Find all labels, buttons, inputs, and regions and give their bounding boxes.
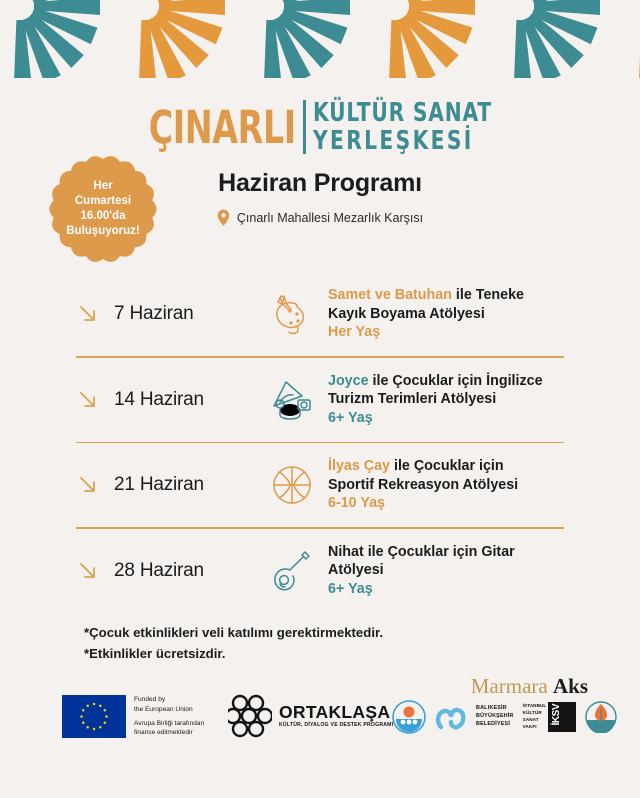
event-text-cell	[328, 457, 564, 513]
marmara-aks-logo	[471, 674, 588, 699]
event-row	[76, 358, 564, 442]
balikesir-municipality-text	[476, 705, 514, 728]
poster-footer	[0, 672, 640, 798]
event-age-label: 6+ Yaş	[328, 409, 373, 426]
event-title-line-2: Kayık Boyama Atölyesi	[328, 305, 485, 322]
eu-line-1: Funded by	[134, 696, 166, 704]
brand-subtitle-line2: YERLEŞKESİ	[313, 126, 474, 156]
eu-flag-icon	[62, 695, 126, 738]
event-text-cell	[328, 286, 564, 342]
basketball-icon	[264, 457, 320, 513]
event-date-cell	[76, 302, 256, 326]
balikesir-line-2: BÜYÜKŞEHİR	[476, 713, 514, 720]
event-row	[76, 529, 564, 613]
ortaklasa-subtitle: KÜLTÜR, DİYALOG VE DESTEK PROGRAMI	[279, 722, 394, 729]
event-title-line-2: Sportif Rekreasyon Atölyesi	[328, 476, 519, 493]
iksv-line-3: SANAT	[522, 717, 539, 722]
partner-logo-row	[392, 700, 617, 734]
balikesir-line-3: BELEDİYESİ	[476, 720, 511, 727]
eu-funding-logo-group	[62, 695, 204, 738]
arrow-down-right-icon	[76, 302, 100, 326]
footnote-2: *Etkinlikler ücretsizdir.	[84, 646, 226, 661]
marmara-word: Marmara	[470, 674, 548, 698]
iksv-mark-text: İKSV	[551, 704, 563, 726]
badge-text-group	[44, 150, 162, 268]
event-text-cell	[328, 372, 564, 428]
event-date-cell	[76, 559, 256, 583]
iksv-line-1: İSTANBUL	[522, 703, 547, 709]
iksv-foundation-text	[523, 703, 547, 731]
arrow-down-right-icon	[76, 388, 100, 412]
balikesir-heart-partner	[435, 701, 467, 733]
badge-line-2: Cumartesi	[74, 194, 132, 207]
event-age-label: Her Yaş	[328, 324, 381, 341]
event-date-label: 21 Haziran	[114, 474, 204, 495]
iksv-logo-icon	[548, 702, 576, 732]
event-text-cell	[328, 543, 564, 599]
ortaklasa-name: ORTAKLAŞA	[279, 701, 391, 722]
eu-line-3: Avrupa Birliği tarafından	[134, 719, 205, 727]
page-title: Haziran Programı	[218, 169, 422, 197]
event-title-line-1	[328, 372, 564, 391]
balikesir-text-partner	[476, 705, 514, 728]
brand-divider	[303, 100, 306, 154]
brand-subtitle-line1: KÜLTÜR SANAT	[313, 98, 493, 128]
leaf-emblem-partner	[585, 701, 617, 733]
event-row	[76, 272, 564, 356]
event-age-label: 6-10 Yaş	[328, 495, 385, 512]
event-date-label: 14 Haziran	[114, 388, 204, 410]
brand-subtitle-group	[313, 100, 542, 154]
leaf-emblem-icon	[585, 701, 617, 733]
ortaklasa-logo-group	[228, 694, 393, 738]
event-date-cell	[76, 473, 256, 497]
eu-funding-text	[134, 695, 204, 737]
event-title-line-2: Atölyesi	[328, 562, 384, 579]
event-icon-cell	[256, 286, 328, 342]
balikesir-line-1: BALIKESİR	[476, 705, 507, 712]
event-icon-cell	[256, 372, 328, 428]
event-schedule-list	[76, 272, 564, 613]
brand-lockup	[0, 96, 640, 158]
balikesir-heart-icon	[435, 701, 467, 733]
event-title-line-2: Turizm Terimleri Atölyesi	[328, 391, 497, 408]
event-title-rest: ile Çocuklar için İngilizce	[368, 372, 543, 389]
balikesir-emblem-icon	[392, 700, 426, 734]
event-age-label: 6+ Yaş	[328, 580, 373, 597]
location-text: Çınarlı Mahallesi Mezarlık Karşısı	[236, 210, 424, 225]
weekly-meeting-badge	[44, 150, 162, 268]
event-title-rest: Nihat ile Çocuklar için Gitar	[328, 543, 515, 560]
eu-line-4: finanse edilmektedir	[134, 729, 193, 737]
balikesir-emblem-partner	[392, 700, 426, 734]
arrow-down-right-icon	[76, 559, 100, 583]
english-tourism-icon	[264, 372, 320, 428]
brand-name-cinarli: ÇINARLI	[149, 100, 297, 154]
event-title-rest: ile Çocuklar için	[390, 458, 504, 475]
decorative-top-border	[0, 0, 640, 78]
event-title-rest: ile Teneke	[451, 287, 525, 304]
guitar-icon	[264, 543, 320, 599]
iksv-partner	[523, 702, 577, 732]
event-title-line-1	[328, 286, 564, 305]
iksv-line-4: VAKFI	[522, 723, 537, 729]
event-title-line-1	[328, 457, 564, 476]
event-instructor: Samet ve Batuhan	[328, 287, 452, 304]
map-pin-icon	[217, 209, 230, 226]
event-icon-cell	[256, 543, 328, 599]
paint-palette-icon	[264, 286, 320, 342]
event-instructor: İlyas Çay	[328, 458, 390, 475]
badge-line-3: 16.00'da	[80, 210, 126, 222]
footnotes	[84, 625, 383, 667]
eu-line-2: the European Union	[134, 705, 193, 713]
event-icon-cell	[256, 457, 328, 513]
sunburst-pattern-icon	[0, 0, 640, 78]
ortaklasa-wordmark	[279, 701, 394, 729]
ortaklasa-circles-icon	[228, 694, 272, 738]
event-date-cell	[76, 388, 256, 412]
badge-line-1: Her	[93, 179, 113, 192]
arrow-down-right-icon	[76, 473, 100, 497]
event-date-label: 7 Haziran	[114, 303, 194, 324]
event-instructor: Joyce	[328, 372, 369, 389]
aks-word: Aks	[552, 674, 588, 698]
event-date-label: 28 Haziran	[114, 559, 204, 581]
footnote-1: *Çocuk etkinlikleri veli katılımı gerektirmektedir.	[84, 625, 384, 640]
badge-line-4: Buluşuyoruz!	[66, 225, 140, 238]
event-row	[76, 443, 564, 527]
event-title-line-1	[328, 543, 564, 562]
iksv-line-2: KÜLTÜR	[522, 710, 542, 716]
